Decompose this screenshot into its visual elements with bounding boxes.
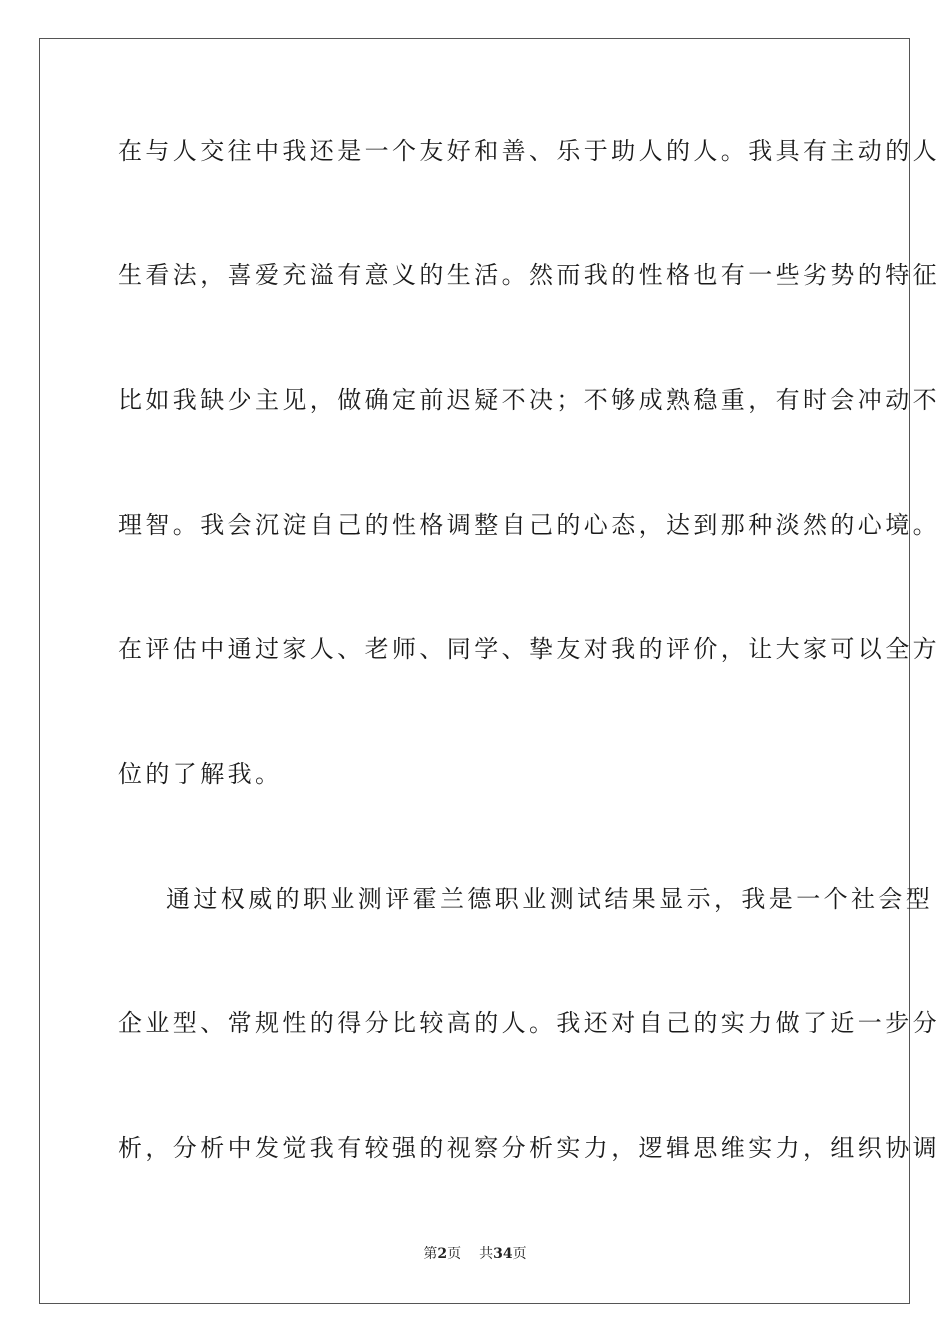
page-border — [39, 38, 940, 1304]
text-line-1: 在与人交往中我还是一个友好和善、乐于助人的人。我具有主动的人 — [118, 137, 940, 165]
text-line-4: 理智。我会沉淀自己的性格调整自己的心态，达到那种淡然的心境。 — [118, 511, 940, 539]
text-line-9: 析，分析中发觉我有较强的视察分析实力，逻辑思维实力，组织协调 — [118, 1134, 940, 1162]
text-line-8: 企业型、常规性的得分比较高的人。我还对自己的实力做了近一步分 — [118, 1009, 940, 1037]
page-number: 2 — [437, 1246, 448, 1262]
text-line-6: 位的了解我。 — [118, 760, 283, 788]
page-prefix: 第 — [423, 1246, 438, 1262]
total-suffix: 页 — [512, 1246, 527, 1262]
page-suffix: 页 — [447, 1246, 462, 1262]
text-line-2: 生看法，喜爱充溢有意义的生活。然而我的性格也有一些劣势的特征 — [118, 261, 940, 289]
total-pages: 34 — [493, 1246, 513, 1262]
text-line-3: 比如我缺少主见，做确定前迟疑不决；不够成熟稳重，有时会冲动不 — [118, 386, 940, 414]
text-line-5: 在评估中通过家人、老师、同学、挚友对我的评价，让大家可以全方 — [118, 635, 940, 663]
total-prefix: 共 — [479, 1246, 494, 1262]
text-line-7: 通过权威的职业测评霍兰德职业测试结果显示，我是一个社会型 — [166, 885, 934, 913]
page-footer — [0, 1244, 950, 1264]
